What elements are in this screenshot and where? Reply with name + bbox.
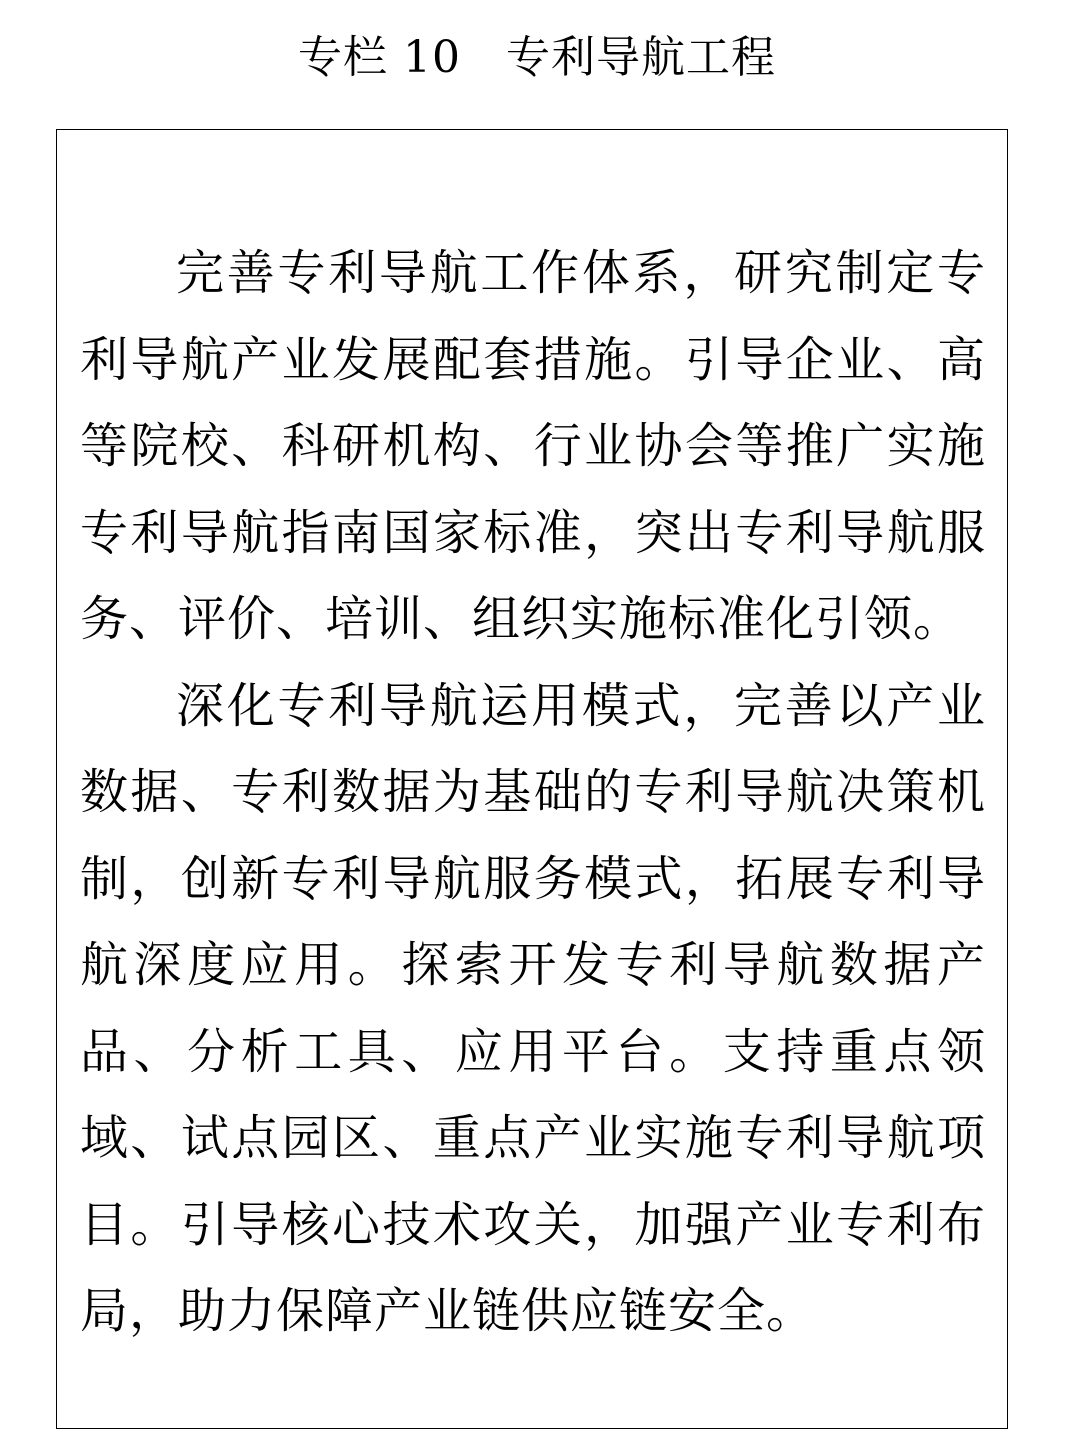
body-text xyxy=(80,230,986,1355)
column-title: 专栏 10 专利导航工程 xyxy=(298,32,776,83)
paragraph-2: 深化专利导航运用模式，完善以产业数据、专利数据为基础的专利导航决策机制，创新专利导航服务模式，拓展专利导航深度应用。探索开发专利导航数据产品、分析工具、应用平台。支持重点领域、试点园区、重点产业实施专利导航项目。引导核心技术攻关，加强产业专利布局，助力保障产业链供应链安全。 xyxy=(80,677,986,1339)
paragraph-1: 完善专利导航工作体系，研究制定专利导航产业发展配套措施。引导企业、高等院校、科研机构、行业协会等推广实施专利导航指南国家标准，突出专利导航服务、评价、培训、组织实施标准化引领。 xyxy=(80,245,986,647)
